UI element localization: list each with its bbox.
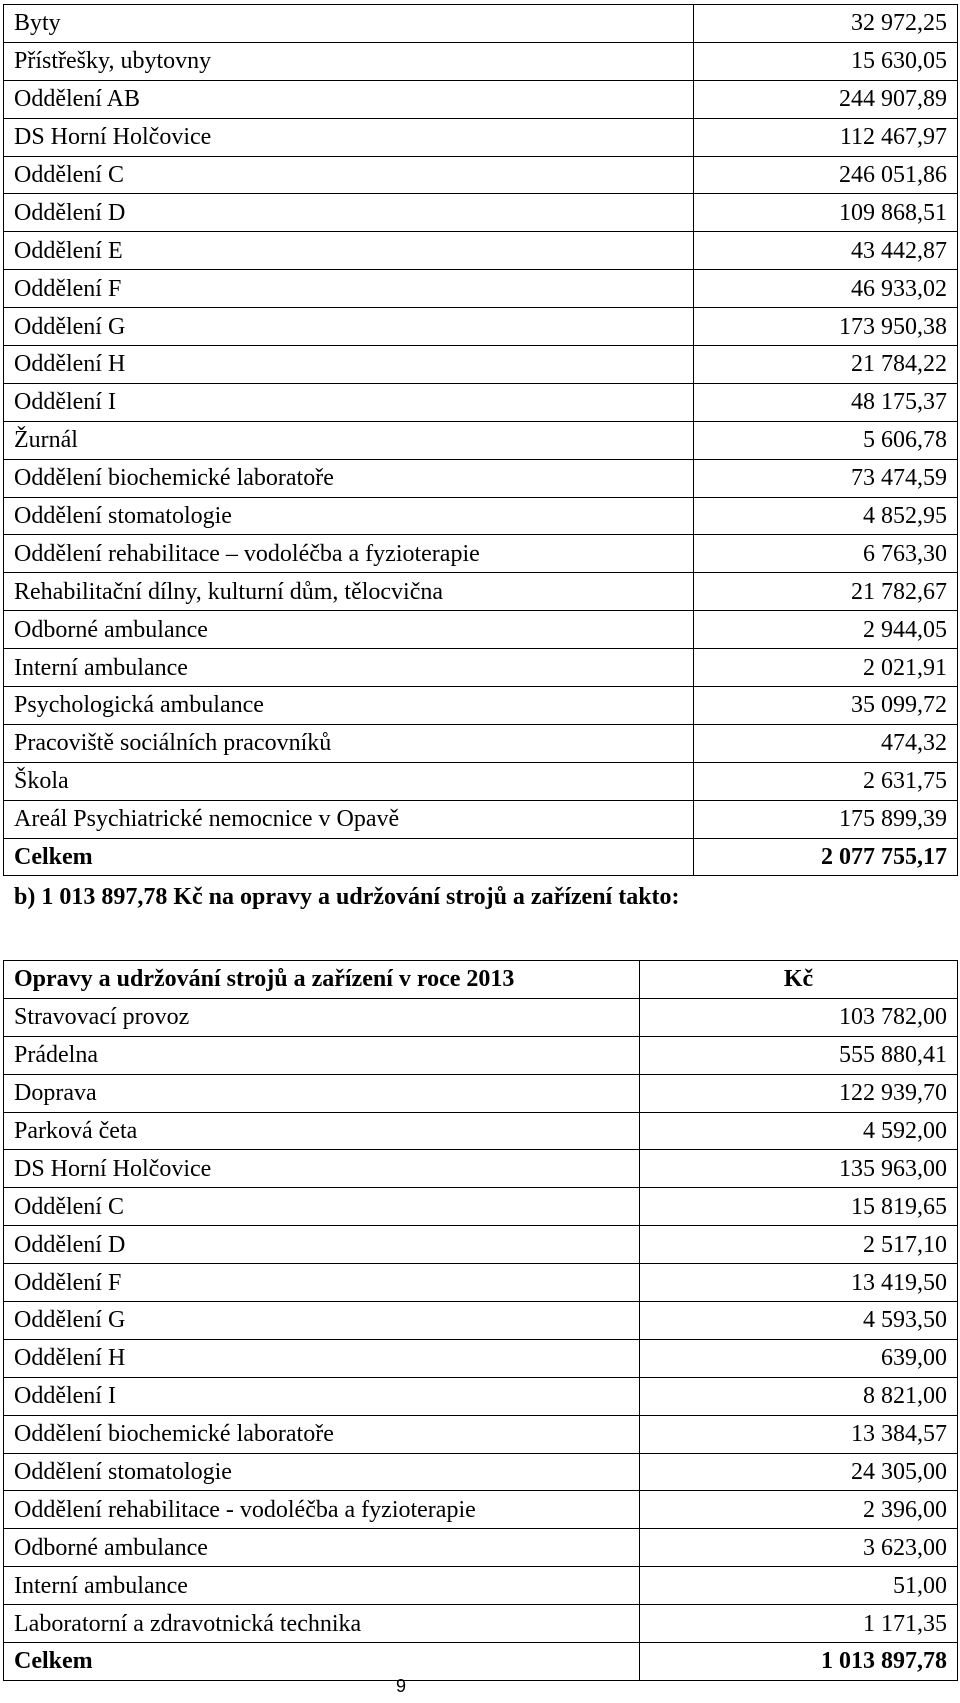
row-name-cell: Oddělení D <box>4 1226 640 1264</box>
row-amount-cell: 555 880,41 <box>640 1036 958 1074</box>
table-row <box>4 194 958 232</box>
total-row <box>4 1643 958 1681</box>
row-amount-cell: 5 606,78 <box>694 421 958 459</box>
row-name-cell: Areál Psychiatrické nemocnice v Opavě <box>4 800 694 838</box>
table-row <box>4 1339 958 1377</box>
row-amount-cell: 4 852,95 <box>694 497 958 535</box>
row-amount-cell: 2 396,00 <box>640 1491 958 1529</box>
table-row <box>4 1529 958 1567</box>
row-name-cell: Oddělení C <box>4 1188 640 1226</box>
machine-repairs-table <box>3 960 958 1681</box>
row-amount-cell: 4 592,00 <box>640 1112 958 1150</box>
table-row <box>4 497 958 535</box>
table-row <box>4 80 958 118</box>
row-amount-cell: 2 517,10 <box>640 1226 958 1264</box>
table-row <box>4 383 958 421</box>
row-name-cell: Oddělení H <box>4 346 694 384</box>
table-row <box>4 1605 958 1643</box>
row-name-cell: Žurnál <box>4 421 694 459</box>
row-name-cell: Byty <box>4 5 694 43</box>
row-amount-cell: 1 171,35 <box>640 1605 958 1643</box>
row-amount-cell: 8 821,00 <box>640 1377 958 1415</box>
table-row <box>4 1036 958 1074</box>
row-name-cell: Oddělení F <box>4 1264 640 1302</box>
total-amount-cell: 1 013 897,78 <box>640 1643 958 1681</box>
section-b-heading: b) 1 013 897,78 Kč na opravy a udržování strojů a zařízení takto: <box>14 884 680 910</box>
row-amount-cell: 474,32 <box>694 724 958 762</box>
row-name-cell: Oddělení stomatologie <box>4 497 694 535</box>
row-amount-cell: 21 782,67 <box>694 573 958 611</box>
row-amount-cell: 46 933,02 <box>694 270 958 308</box>
table-row <box>4 535 958 573</box>
row-name-cell: Stravovací provoz <box>4 998 640 1036</box>
row-amount-cell: 48 175,37 <box>694 383 958 421</box>
row-name-cell: Rehabilitační dílny, kulturní dům, tělocvična <box>4 573 694 611</box>
row-name-cell: Interní ambulance <box>4 649 694 687</box>
row-name-cell: Pracoviště sociálních pracovníků <box>4 724 694 762</box>
row-name-cell: Oddělení I <box>4 1377 640 1415</box>
row-amount-cell: 35 099,72 <box>694 687 958 725</box>
row-amount-cell: 109 868,51 <box>694 194 958 232</box>
table-row <box>4 1453 958 1491</box>
row-name-cell: Oddělení E <box>4 232 694 270</box>
row-name-cell: Oddělení H <box>4 1339 640 1377</box>
total-label-cell: Celkem <box>4 1643 640 1681</box>
row-name-cell: Parková četa <box>4 1112 640 1150</box>
table-row <box>4 1112 958 1150</box>
table-row <box>4 762 958 800</box>
table-row <box>4 649 958 687</box>
row-amount-cell: 103 782,00 <box>640 998 958 1036</box>
row-amount-cell: 2 631,75 <box>694 762 958 800</box>
row-amount-cell: 32 972,25 <box>694 5 958 43</box>
row-amount-cell: 246 051,86 <box>694 156 958 194</box>
table-row <box>4 1415 958 1453</box>
row-name-cell: Oddělení rehabilitace - vodoléčba a fyzioterapie <box>4 1491 640 1529</box>
row-name-cell: Oddělení D <box>4 194 694 232</box>
machine-repairs-table-body <box>4 961 958 1681</box>
row-name-cell: Odborné ambulance <box>4 1529 640 1567</box>
table-row <box>4 1226 958 1264</box>
table-row <box>4 118 958 156</box>
row-name-cell: Škola <box>4 762 694 800</box>
total-row <box>4 838 958 876</box>
table-row <box>4 42 958 80</box>
table-row <box>4 1150 958 1188</box>
table-row <box>4 308 958 346</box>
row-name-cell: Oddělení G <box>4 1302 640 1340</box>
page-number: 9 <box>396 1676 407 1696</box>
row-amount-cell: 24 305,00 <box>640 1453 958 1491</box>
row-amount-cell: 3 623,00 <box>640 1529 958 1567</box>
row-name-cell: Doprava <box>4 1074 640 1112</box>
row-name-cell: Oddělení AB <box>4 80 694 118</box>
table-row <box>4 270 958 308</box>
row-name-cell: Oddělení I <box>4 383 694 421</box>
table-row <box>4 1188 958 1226</box>
row-amount-cell: 639,00 <box>640 1339 958 1377</box>
row-amount-cell: 173 950,38 <box>694 308 958 346</box>
row-name-cell: Oddělení C <box>4 156 694 194</box>
row-amount-cell: 13 419,50 <box>640 1264 958 1302</box>
row-name-cell: Laboratorní a zdravotnická technika <box>4 1605 640 1643</box>
table-row <box>4 421 958 459</box>
header-unit-cell: Kč <box>640 961 958 999</box>
row-name-cell: Oddělení G <box>4 308 694 346</box>
table-row <box>4 1567 958 1605</box>
table-row <box>4 346 958 384</box>
row-amount-cell: 51,00 <box>640 1567 958 1605</box>
row-name-cell: Odborné ambulance <box>4 611 694 649</box>
row-amount-cell: 2 021,91 <box>694 649 958 687</box>
row-amount-cell: 73 474,59 <box>694 459 958 497</box>
row-amount-cell: 15 630,05 <box>694 42 958 80</box>
row-name-cell: Oddělení rehabilitace – vodoléčba a fyzioterapie <box>4 535 694 573</box>
row-amount-cell: 21 784,22 <box>694 346 958 384</box>
row-name-cell: Prádelna <box>4 1036 640 1074</box>
row-amount-cell: 244 907,89 <box>694 80 958 118</box>
row-name-cell: Oddělení biochemické laboratoře <box>4 459 694 497</box>
row-amount-cell: 15 819,65 <box>640 1188 958 1226</box>
costs-table-body <box>4 5 958 876</box>
row-amount-cell: 2 944,05 <box>694 611 958 649</box>
row-amount-cell: 112 467,97 <box>694 118 958 156</box>
row-name-cell: Oddělení F <box>4 270 694 308</box>
row-amount-cell: 135 963,00 <box>640 1150 958 1188</box>
row-amount-cell: 4 593,50 <box>640 1302 958 1340</box>
table-row <box>4 724 958 762</box>
costs-table <box>3 4 958 876</box>
table-row <box>4 5 958 43</box>
table-row <box>4 1491 958 1529</box>
row-amount-cell: 6 763,30 <box>694 535 958 573</box>
row-amount-cell: 43 442,87 <box>694 232 958 270</box>
table-row <box>4 1377 958 1415</box>
table-row <box>4 611 958 649</box>
table-row <box>4 998 958 1036</box>
row-name-cell: DS Horní Holčovice <box>4 1150 640 1188</box>
row-name-cell: Přístřešky, ubytovny <box>4 42 694 80</box>
table-row <box>4 1302 958 1340</box>
table-row <box>4 459 958 497</box>
table-row <box>4 156 958 194</box>
row-amount-cell: 122 939,70 <box>640 1074 958 1112</box>
row-name-cell: Oddělení biochemické laboratoře <box>4 1415 640 1453</box>
row-amount-cell: 175 899,39 <box>694 800 958 838</box>
row-name-cell: Interní ambulance <box>4 1567 640 1605</box>
header-name-cell: Opravy a udržování strojů a zařízení v roce 2013 <box>4 961 640 999</box>
table-row <box>4 232 958 270</box>
table-row <box>4 573 958 611</box>
row-name-cell: Psychologická ambulance <box>4 687 694 725</box>
row-name-cell: DS Horní Holčovice <box>4 118 694 156</box>
table-row <box>4 687 958 725</box>
total-amount-cell: 2 077 755,17 <box>694 838 958 876</box>
table-header-row <box>4 961 958 999</box>
row-amount-cell: 13 384,57 <box>640 1415 958 1453</box>
total-label-cell: Celkem <box>4 838 694 876</box>
row-name-cell: Oddělení stomatologie <box>4 1453 640 1491</box>
table-row <box>4 800 958 838</box>
table-row <box>4 1264 958 1302</box>
table-row <box>4 1074 958 1112</box>
